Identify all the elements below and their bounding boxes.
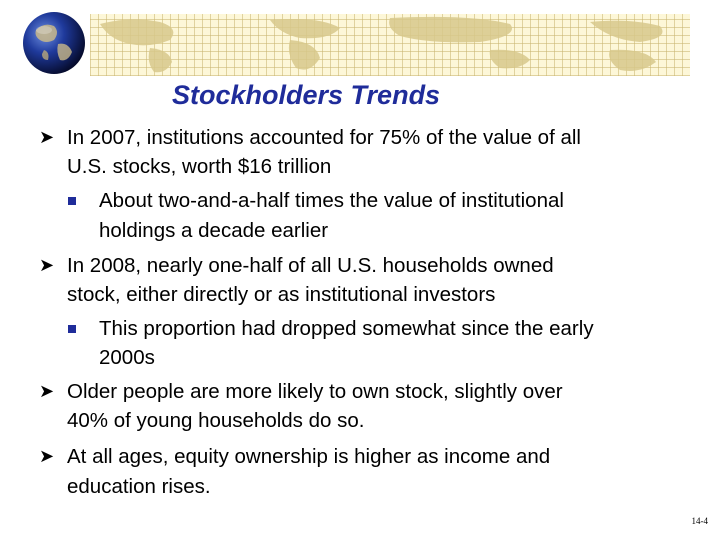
- bullet-3-line-2: 40% of young households do so.: [67, 409, 365, 432]
- arrow-bullet-icon: ➤: [39, 446, 55, 466]
- world-map-illustration: [90, 14, 690, 76]
- bullet-4-line-1: At all ages, equity ownership is higher as income and: [67, 445, 551, 468]
- sub-bullet-2-line-2: 2000s: [99, 346, 155, 369]
- sub-bullet-1-line-2: holdings a decade earlier: [99, 219, 329, 242]
- sub-bullet-1-line-1: About two-and-a-half times the value of institutional: [99, 189, 564, 212]
- bullet-2-line-2: stock, either directly or as institutional investors: [67, 283, 496, 306]
- square-bullet-icon: [68, 325, 76, 333]
- arrow-bullet-icon: ➤: [39, 127, 55, 147]
- slide-title: Stockholders Trends: [172, 80, 441, 110]
- bullet-3-line-1: Older people are more likely to own stock, slightly over: [67, 380, 563, 403]
- slide-number: 14-4: [691, 516, 708, 526]
- arrow-bullet-icon: ➤: [39, 381, 55, 401]
- arrow-bullet-icon: ➤: [39, 255, 55, 275]
- bullet-1-line-2: U.S. stocks, worth $16 trillion: [67, 155, 332, 178]
- bullet-1-line-1: In 2007, institutions accounted for 75% of the value of all: [67, 126, 581, 149]
- header-map-banner: [90, 14, 690, 76]
- bullet-2-line-1: In 2008, nearly one-half of all U.S. households owned: [67, 254, 554, 277]
- sub-bullet-2-line-1: This proportion had dropped somewhat since the early: [99, 317, 594, 340]
- globe-icon: [14, 8, 94, 78]
- bullet-4-line-2: education rises.: [67, 475, 211, 498]
- square-bullet-icon: [68, 197, 76, 205]
